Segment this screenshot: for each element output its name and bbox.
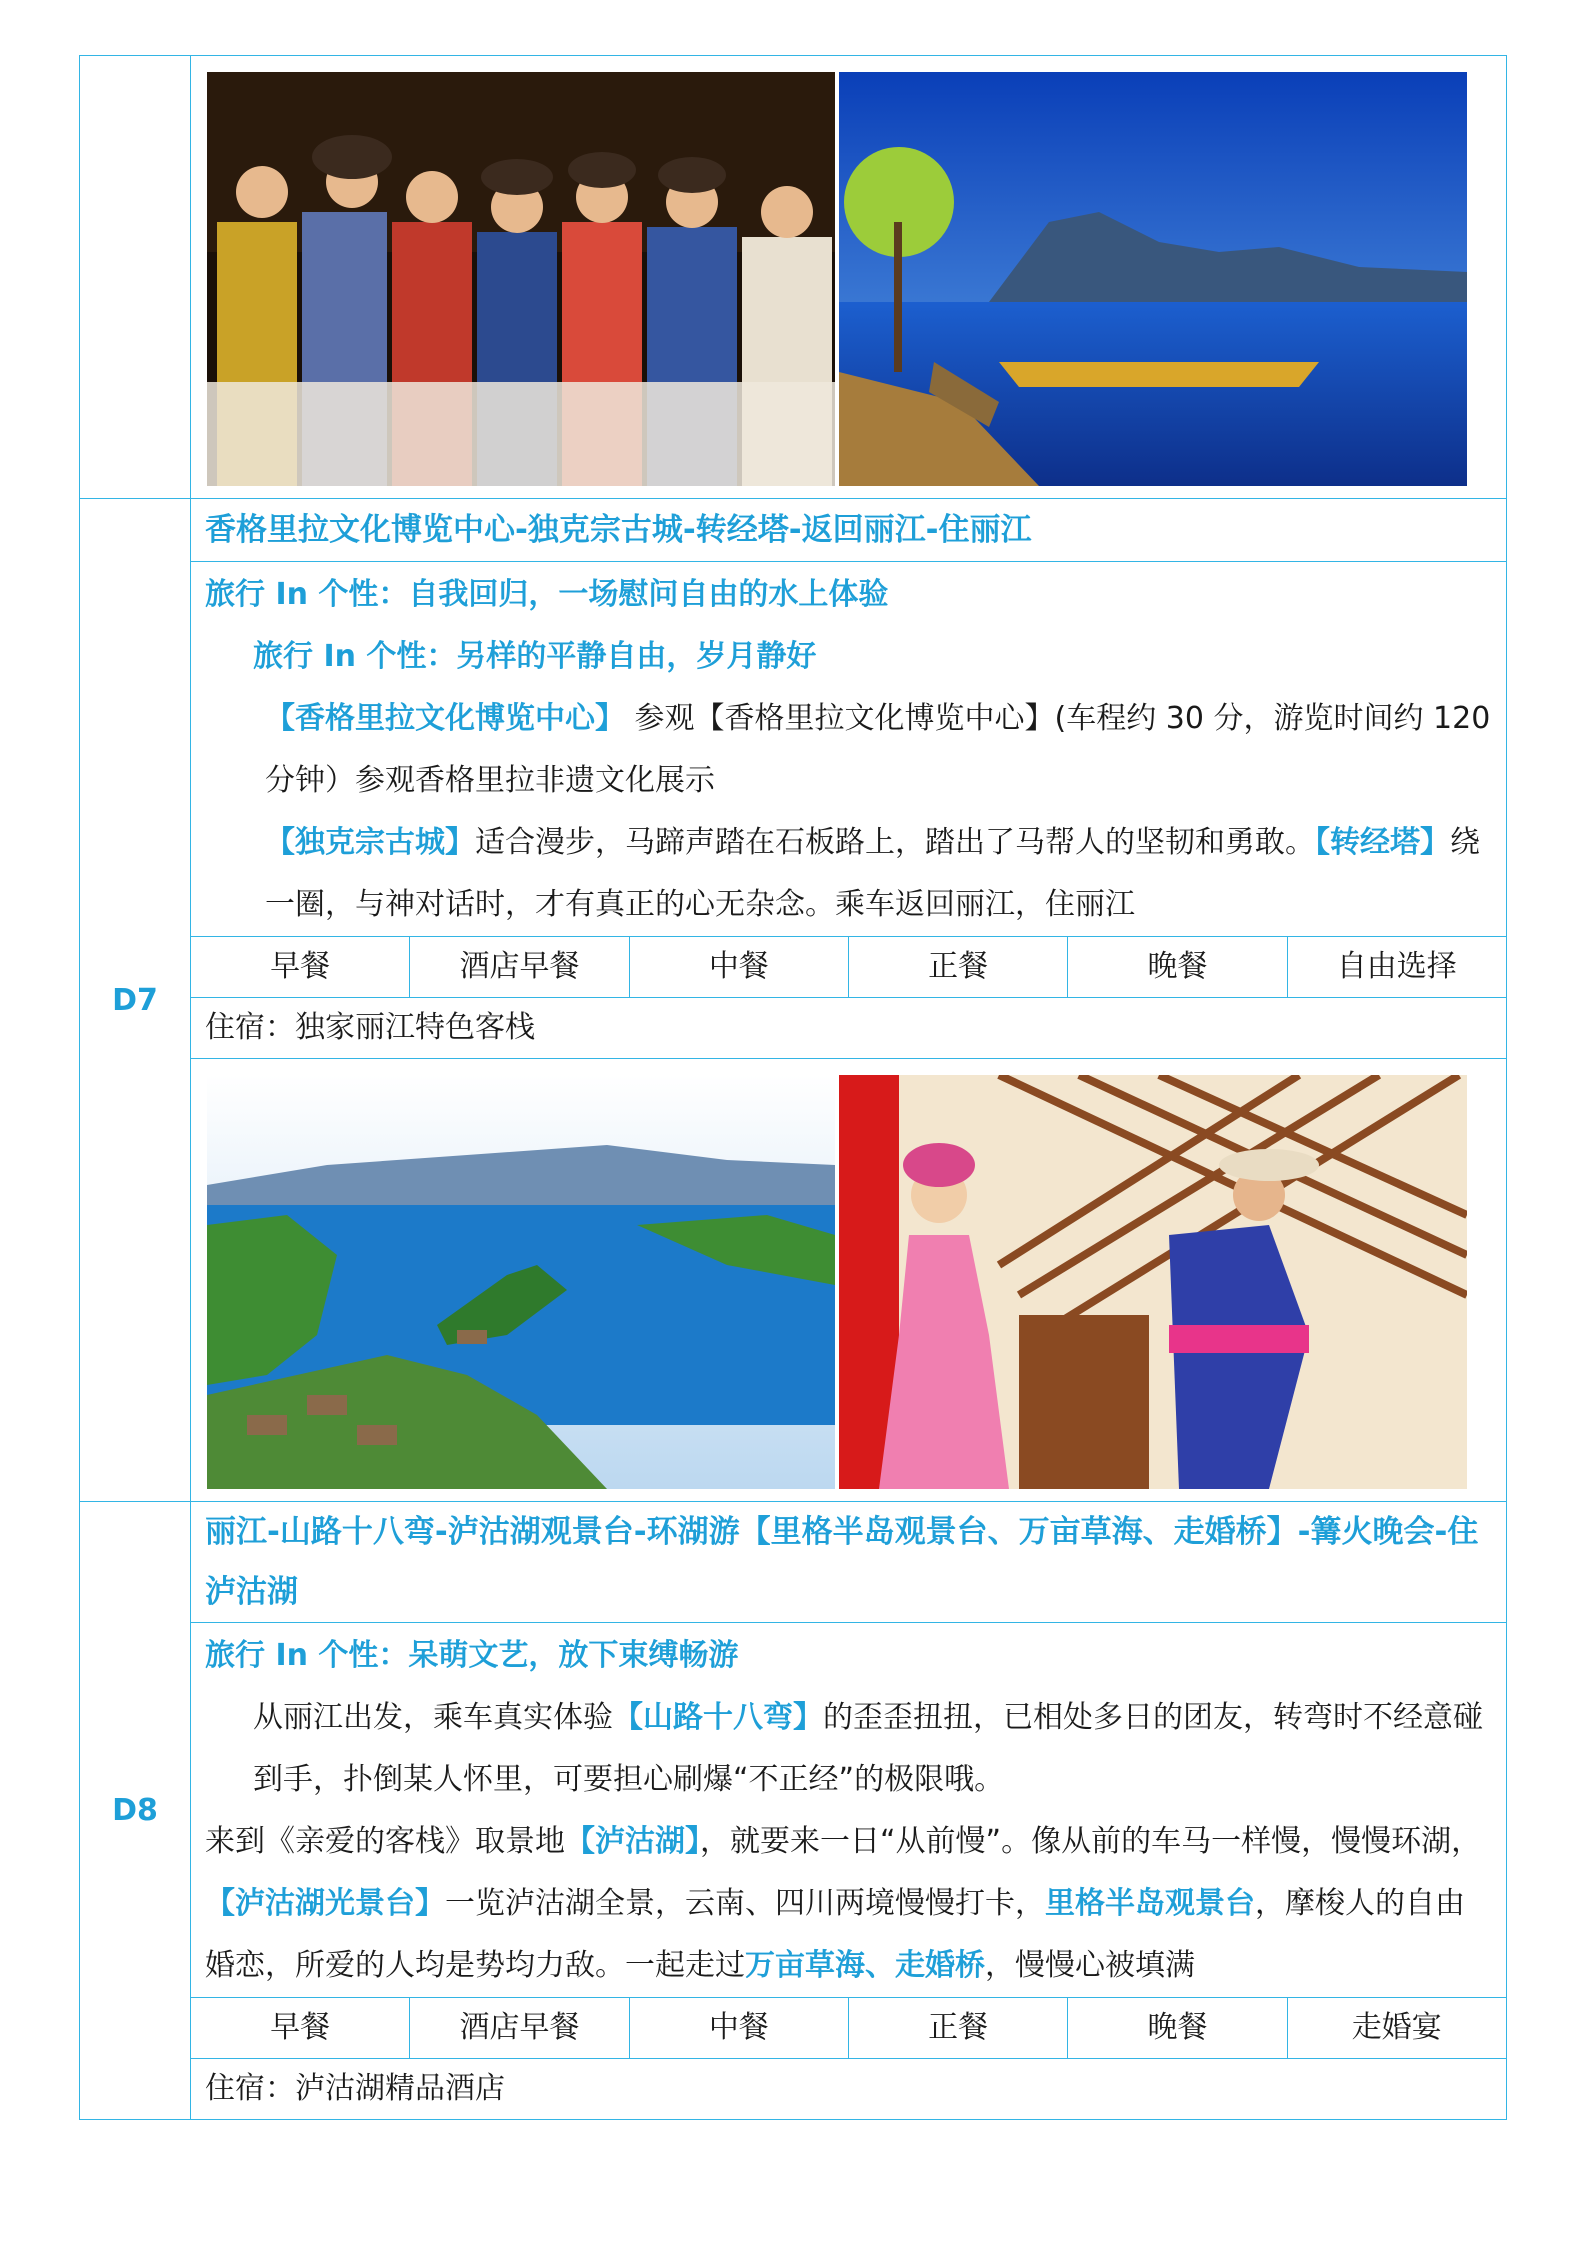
meal-cell: 早餐 [270, 2010, 331, 2045]
route-title-d8: 丽江-山路十八弯-泸沽湖观景台-环湖游【里格半岛观景台、万亩草海、走婚桥】-篝火晚会-住泸沽湖 [205, 1514, 1479, 1610]
lugu-lake-aerial-photo [207, 1075, 835, 1489]
day-label-d8: D8 [80, 1502, 191, 2119]
meal-cell: 走婚宴 [1287, 1998, 1506, 2058]
day-content-d8 [191, 1502, 1506, 2119]
description-d7 [191, 561, 1506, 936]
paragraph-2-text-2: 绕一圈，与神对话时，才有真正的心无杂念。乘车返回丽江，住丽江 [265, 825, 1480, 922]
day-row-d7 [79, 498, 1507, 1501]
paragraph-2-d8 [205, 1811, 1492, 1997]
highlight-dukezong: 【独克宗古城】 [265, 825, 475, 860]
day-label-d7: D7 [80, 499, 191, 1501]
accommodation-d8: 住宿：泸沽湖精品酒店 [191, 2058, 1506, 2119]
highlight-lugu-lake: 【泸沽湖】 [565, 1824, 700, 1859]
day-cell-empty [80, 56, 191, 498]
highlight-prayer-wheel: 【转经塔】 [1315, 825, 1450, 860]
lugu-lake-boat-photo [839, 72, 1467, 486]
itinerary-table [79, 55, 1507, 2120]
description-d8 [191, 1622, 1506, 1997]
meals-row-d7 [191, 936, 1506, 997]
photo-pair-d7 [191, 1058, 1506, 1501]
paragraph-2-d7 [205, 812, 1492, 936]
travel-heading-1-d7: 旅行 In 个性：自我回归，一场慰问自由的水上体验 [205, 577, 889, 612]
meal-cell: 早餐 [270, 949, 331, 984]
paragraph-2-text-1: 适合漫步，马蹄声踏在石板路上，踏出了马帮人的坚韧和勇敢。 [475, 825, 1315, 860]
paragraph-1-text: 参观【香格里拉文化博览中心】(车程约 30 分，游览时间约 120 分钟）参观香格里拉非遗文化展示 [265, 701, 1491, 798]
paragraph-1-text-b: 的歪歪扭扭，已相处多日的团友，转弯时不经意碰到手，扑倒某人怀里，可要担心刷爆“不正经”的极限哦。 [253, 1700, 1483, 1797]
meal-cell: 酒店早餐 [409, 937, 628, 997]
mosuo-couple-photo [839, 1075, 1467, 1489]
highlight-lige-peninsula: 里格半岛观景台 [1045, 1886, 1255, 1921]
meal-cell: 中餐 [629, 937, 848, 997]
photo-pair [191, 56, 1506, 498]
photo-content [191, 56, 1506, 498]
photo-row-top [79, 55, 1507, 498]
day-row-d8 [79, 1501, 1507, 2120]
accommodation-d7: 住宿：独家丽江特色客栈 [191, 997, 1506, 1058]
paragraph-1-d7 [205, 688, 1492, 812]
paragraph-1-text-a: 从丽江出发，乘车真实体验 [253, 1700, 613, 1735]
meal-cell: 自由选择 [1287, 937, 1506, 997]
mosuo-women-photo [207, 72, 835, 486]
route-title-d7: 香格里拉文化博览中心-独克宗古城-转经塔-返回丽江-住丽江 [205, 512, 1032, 548]
paragraph-1-d8 [205, 1687, 1492, 1811]
highlight-culture-center: 【香格里拉文化博览中心】 [265, 701, 625, 736]
day-content-d7 [191, 499, 1506, 1501]
paragraph-2-text-e: ，慢慢心被填满 [985, 1948, 1195, 1983]
highlight-grassland-bridge: 万亩草海、走婚桥 [745, 1948, 985, 1983]
meal-cell: 正餐 [848, 1998, 1067, 2058]
paragraph-2-text-d: ，摩梭人的自由婚恋，所爱的人均是势均力敌。一起走过 [205, 1886, 1465, 1983]
meal-cell: 晚餐 [1067, 1998, 1286, 2058]
meal-cell: 酒店早餐 [409, 1998, 628, 2058]
meal-cell: 正餐 [848, 937, 1067, 997]
meals-row-d8 [191, 1997, 1506, 2058]
paragraph-2-text-a: 来到《亲爱的客栈》取景地 [205, 1824, 565, 1859]
meal-cell: 晚餐 [1067, 937, 1286, 997]
paragraph-2-text-c: 一览泸沽湖全景，云南、四川两境慢慢打卡， [445, 1886, 1045, 1921]
highlight-lake-viewpoint: 【泸沽湖光景台】 [205, 1886, 445, 1921]
travel-heading-1-d8: 旅行 In 个性：呆萌文艺，放下束缚畅游 [205, 1638, 739, 1673]
travel-heading-2-d7: 旅行 In 个性：另样的平静自由，岁月静好 [253, 639, 817, 674]
paragraph-2-text-b: ，就要来一日“从前慢”。像从前的车马一样慢，慢慢环湖， [700, 1824, 1482, 1859]
meal-cell: 中餐 [629, 1998, 848, 2058]
highlight-mountain-road: 【山路十八弯】 [613, 1700, 823, 1735]
